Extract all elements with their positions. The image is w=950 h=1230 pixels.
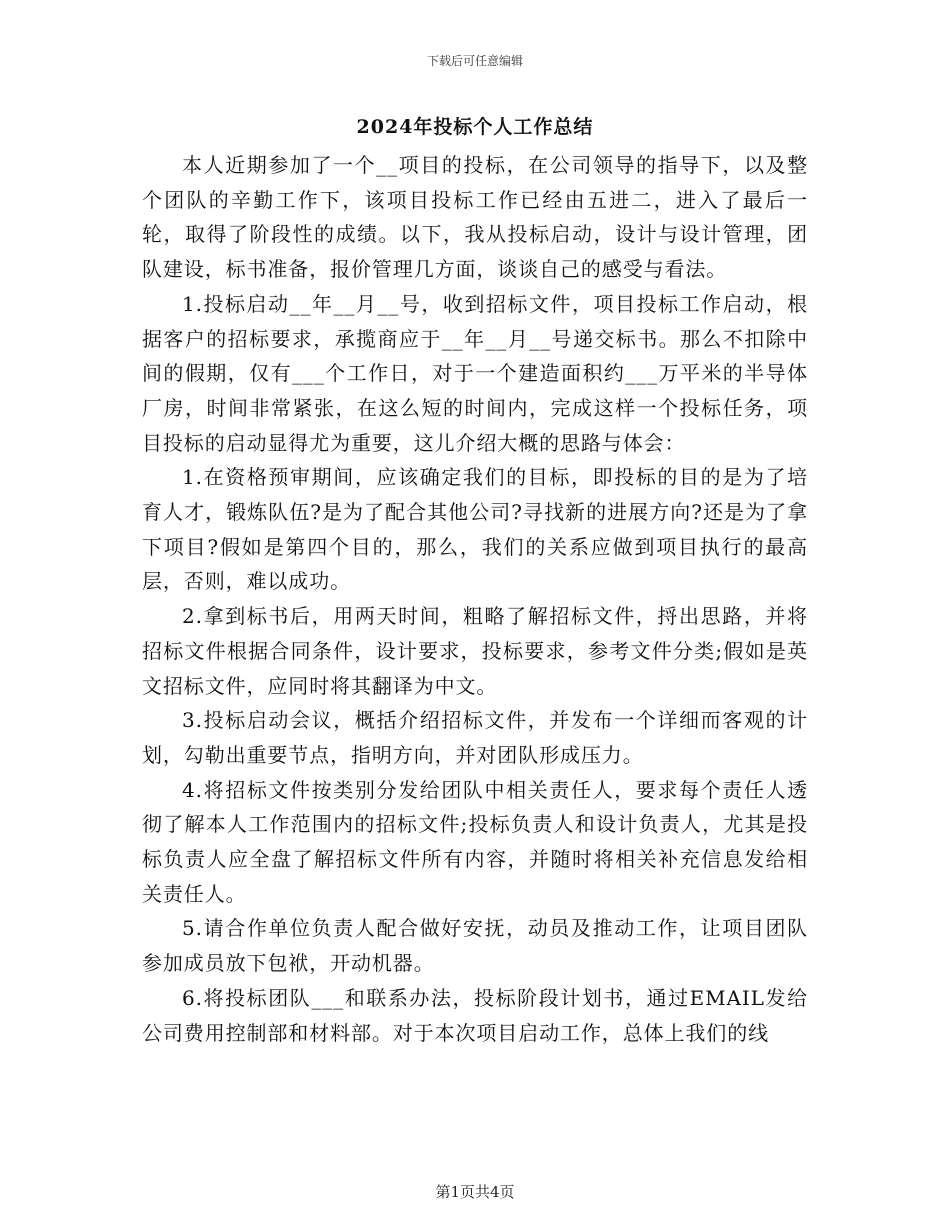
paragraph-bid-start: 1.投标启动__年__月__号，收到招标文件，项目投标工作启动，根据客户的招标要求，承揽商应于__年__月__号递交标书。那么不扣除中间的假期，仅有___个工作日，对于一个建造面积约___万平米的半导体厂房，时间非常紧张，在这么短的时间内，完成这样一个投标任务，项目投标的启动显得尤为重要，这儿介绍大概的思路与体会： xyxy=(142,291,808,455)
paragraph-item-6: 6.将投标团队___和联系办法，投标阶段计划书，通过EMAIL发给公司费用控制部和材料部。对于本次项目启动工作，总体上我们的线 xyxy=(142,985,808,1045)
paragraph-item-1: 1.在资格预审期间，应该确定我们的目标，即投标的目的是为了培育人才，锻炼队伍?是为了配合其他公司?寻找新的进展方向?还是为了拿下项目?假如是第四个目的，那么，我们的关系应做到项目执行的最高层，否则，难以成功。 xyxy=(142,465,808,594)
paragraph-item-4: 4.将招标文件按类别分发给团队中相关责任人，要求每个责任人透彻了解本人工作范围内的招标文件;投标负责人和设计负责人，尤其是投标负责人应全盘了解招标文件所有内容，并随时将相关补充信息发给相关责任人。 xyxy=(142,777,808,906)
document-body xyxy=(142,148,808,1050)
paragraph-intro: 本人近期参加了一个__项目的投标，在公司领导的指导下，以及整个团队的辛勤工作下，该项目投标工作已经由五进二，进入了最后一轮，取得了阶段性的成绩。以下，我从投标启动，设计与设计管理，团队建设，标书准备，报价管理几方面，谈谈自己的感受与看法。 xyxy=(142,153,808,282)
paragraph-item-3: 3.投标启动会议，概括介绍招标文件，并发布一个详细而客观的计划，勾勒出重要节点，指明方向，并对团队形成压力。 xyxy=(142,708,808,767)
document-title: 2024年投标个人工作总结 xyxy=(356,116,594,138)
paragraph-item-5: 5.请合作单位负责人配合做好安抚，动员及推动工作，让项目团队参加成员放下包袱，开动机器。 xyxy=(142,916,808,976)
page-number: 第1页共4页 xyxy=(435,1183,515,1201)
paragraph-item-2: 2.拿到标书后，用两天时间，粗略了解招标文件，捋出思路，并将招标文件根据合同条件，设计要求，投标要求，参考文件分类;假如是英文招标文件，应同时将其翻译为中文。 xyxy=(142,604,808,698)
page-header-note: 下载后可任意编辑 xyxy=(426,54,523,68)
